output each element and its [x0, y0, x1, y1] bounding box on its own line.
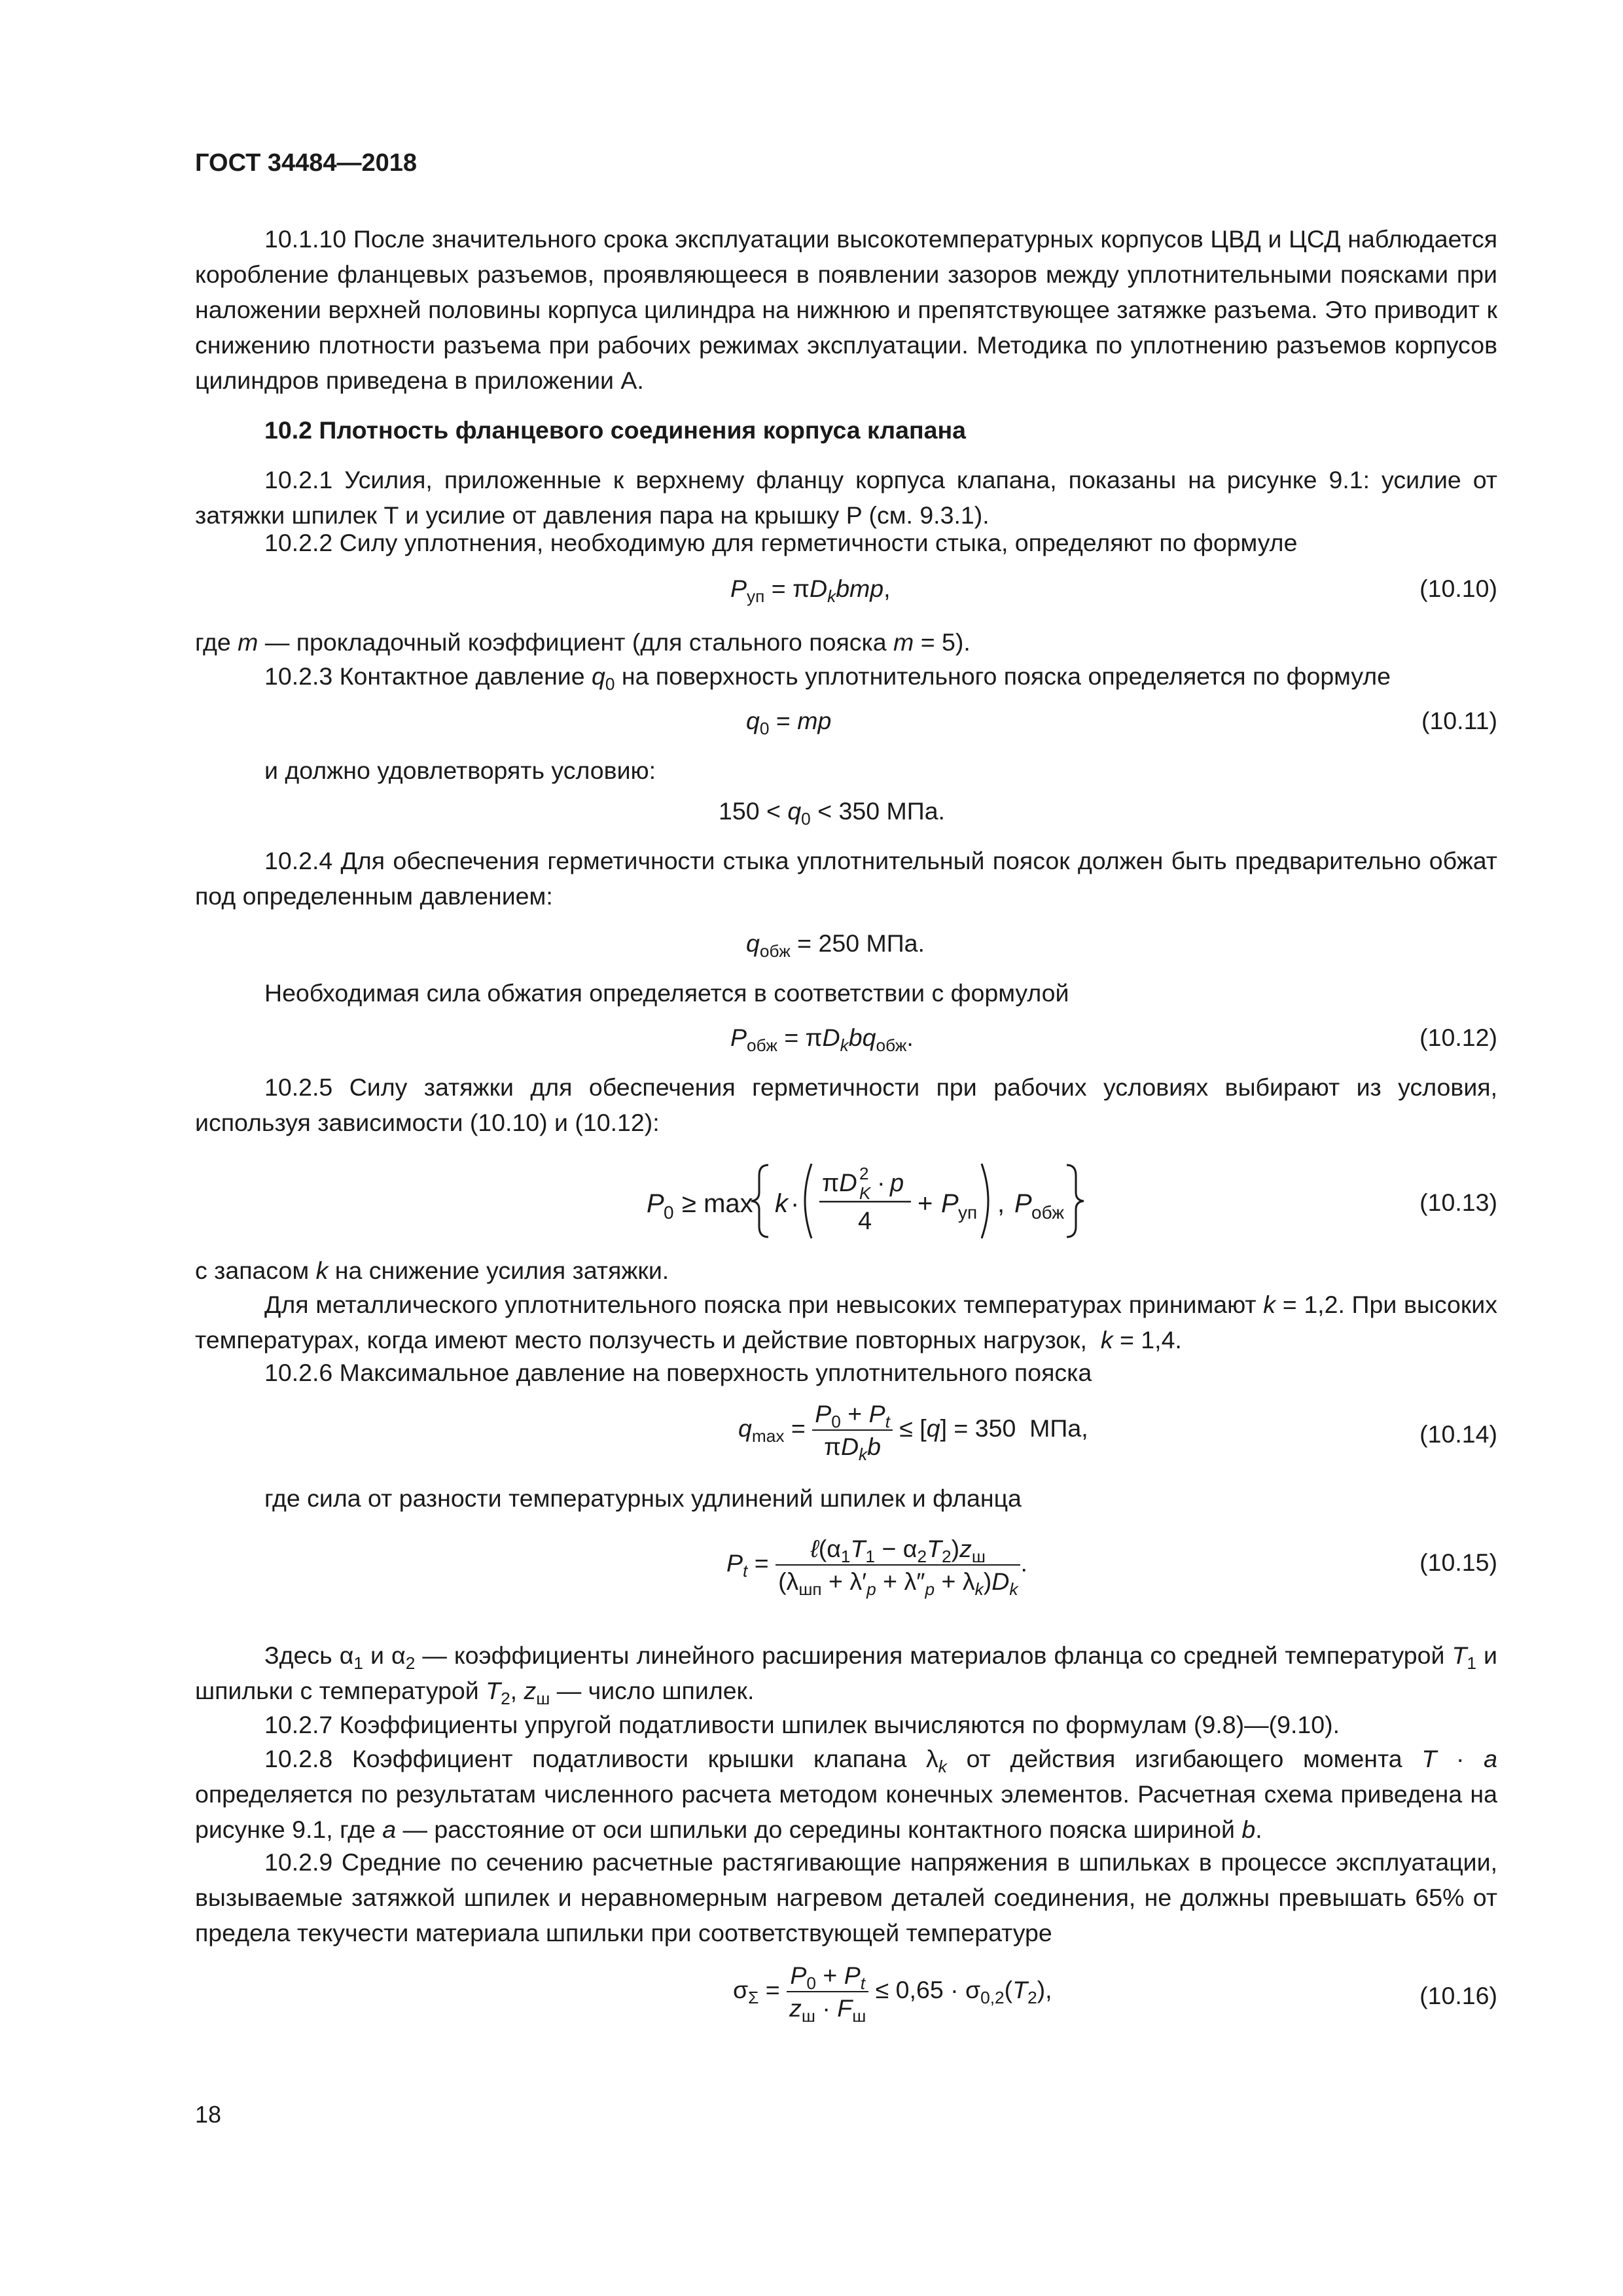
svg-text:4: 4 — [858, 1208, 872, 1235]
svg-text:,: , — [997, 1189, 1005, 1218]
paragraph-10-2-3: 10.2.3 Контактное давление $q_0$ на поверхность уплотнительного пояска определяется по формуле — [264, 662, 1391, 694]
equation-number: (10.14) — [1419, 1420, 1497, 1448]
formula-10-10 — [195, 569, 1497, 615]
paragraph-metal-belt — [195, 1287, 1497, 1357]
formula-10-12 — [195, 1018, 1497, 1064]
svg-text:≥ max: ≥ max — [682, 1189, 753, 1218]
formula-body: $q_{обж} = 250$ МПа. — [746, 929, 925, 961]
section-heading-10-2: 10.2 Плотность фланцевого соединения корпуса клапана — [264, 416, 966, 444]
paragraph-text: 10.2.5 Силу затяжки для обеспечения герметичности при рабочих условиях выбирают из условия, используя зависимости (10.10) и (10.12): — [195, 1073, 1497, 1136]
svg-text:P: P — [941, 1189, 959, 1218]
equation-number: (10.11) — [1421, 707, 1497, 734]
paragraph-where-force: где сила от разности температурных удлинений шпилек и фланца — [264, 1484, 1022, 1512]
paragraph-force: Необходимая сила обжатия определяется в соответствии с формулой — [264, 979, 1069, 1007]
paragraph-10-2-9 — [195, 1844, 1497, 1950]
document-header: ГОСТ 34484—2018 — [195, 149, 418, 177]
svg-text:πD: πD — [822, 1170, 857, 1197]
paragraph-text: 10.1.10 После значительного срока эксплуатации высокотемпературных корпусов ЦВД и ЦСД наблюдается коробление фланцевых разъемов, проявляющееся в появлении зазоров между уплотнительными поясками при наложении верхней половины корпуса цилиндра на нижнюю и препятствующее затяжке разъема. Это приводит к снижению плотности разъема при рабочих режимах эксплуатации. Методика по уплотнению разъемов корпусов цилиндров приведена в приложении А. — [195, 225, 1497, 394]
formula-10-15 — [195, 1525, 1497, 1623]
paragraph-10-2-4 — [195, 843, 1497, 914]
paragraph-10-2-1 — [195, 462, 1497, 533]
formula-q-obzh — [195, 924, 1497, 970]
formula-10-13 — [195, 1152, 1497, 1250]
equation-number: (10.15) — [1419, 1549, 1497, 1576]
svg-text:p: p — [890, 1170, 904, 1197]
formula-body: $P_{обж} = \pi D_kbq_{обж}$. — [730, 1024, 914, 1055]
paragraph-10-2-2: 10.2.2 Силу уплотнения, необходимую для герметичности стыка, определяют по формуле — [264, 529, 1298, 556]
paragraph-condition: и должно удовлетворять условию: — [264, 757, 656, 784]
page-number: 18 — [195, 2101, 222, 2128]
svg-text:P: P — [1014, 1189, 1032, 1218]
equation-number: (10.16) — [1419, 1982, 1497, 2009]
paragraph-here — [195, 1638, 1497, 1708]
formula-body: $q_{max}$ = $\frac{P_0 + P_t}{\pi D_kb}$ ≤ [q] = 350 МПа, — [738, 1398, 1088, 1462]
svg-text:обж: обж — [1031, 1202, 1065, 1223]
svg-text:2: 2 — [859, 1164, 869, 1183]
fraction: $\frac{P_0 + P_t}{\pi D_kb}$ — [812, 1398, 893, 1462]
formula-body: $\sigma_\Sigma$ = $\frac{P_0 + P_t}{z_ш \cdot F_ш}$ ≤ $0,65 \cdot \sigma_{0,2}(T_2)$, — [733, 1960, 1052, 2024]
equation-number: (10.10) — [1419, 575, 1497, 602]
svg-text:·: · — [877, 1170, 885, 1197]
equation-number: (10.13) — [1419, 1189, 1497, 1216]
formula-10-11 — [195, 702, 1497, 747]
svg-text:K: K — [859, 1183, 871, 1203]
fraction: $\frac{\ell(\alpha_1T_1 - \alpha_2T_2)z_ш}{(\lambda_{шп} + \lambda'_p + \lambda''_p + \lambda_k)D_k}$ — [776, 1533, 1020, 1597]
fraction: $\frac{P_0 + P_t}{z_ш \cdot F_ш}$ — [787, 1960, 868, 2024]
svg-text:P: P — [647, 1189, 664, 1218]
paragraph-10-2-6: 10.2.6 Максимальное давление на поверхность уплотнительного пояска — [264, 1359, 1092, 1386]
formula-body: $150 < q_0 < 350$ МПа. — [719, 797, 945, 829]
formula-body: $q_0$ = mp — [746, 707, 832, 738]
paragraph-text: 10.2.4 Для обеспечения герметичности стыка уплотнительный поясок должен быть предварительно обжат под определенным давлением: — [195, 847, 1497, 910]
equation-number: (10.12) — [1419, 1024, 1497, 1051]
paragraph-10-2-5 — [195, 1069, 1497, 1140]
paragraph-text: 10.2.8 Коэффициент податливости крышки клапана $\lambda_k$ от действия изгибающего момента T · a определяется по результатам численного расчета методом конечных элементов. Расчетная схема приведена на рисунке 9.1, где a — расстояние от оси шпильки до середины контактного пояска шириной b. — [195, 1745, 1497, 1843]
svg-text:k: k — [775, 1189, 788, 1218]
formula-10-16 — [195, 1957, 1497, 2036]
svg-text:+: + — [918, 1189, 933, 1218]
paragraph-10-1-10 — [195, 221, 1497, 398]
svg-text:уп: уп — [958, 1202, 978, 1223]
paragraph-text: 10.2.1 Усилия, приложенные к верхнему фланцу корпуса клапана, показаны на рисунке 9.1: усилие от затяжки шпилек T и усилие от давления пара на крышку P (см. 9.3.1). — [195, 466, 1497, 529]
paragraph-text: Здесь $\alpha_1$ и $\alpha_2$ — коэффициенты линейного расширения материалов фланца со средней температурой $T_1$ и шпильки с температурой $T_2$, $z_ш$ — число шпилек. — [195, 1641, 1497, 1708]
paragraph-10-2-8 — [195, 1741, 1497, 1847]
formula-condition — [195, 792, 1497, 838]
paragraph-text: Для металлического уплотнительного пояска при невысоких температурах принимают k = 1,2. При высоких температурах, когда имеют место ползучесть и действие повторных нагрузок, k = 1,4. — [195, 1291, 1497, 1354]
formula-10-14 — [195, 1395, 1497, 1474]
paragraph-text: 10.2.9 Средние по сечению расчетные растягивающие напряжения в шпильках в процессе эксплуатации, вызываемые затяжкой шпилек и неравномерным нагревом деталей соединения, не должны превышать 65% от предела текучести материала шпильки при соответствующей температуре — [195, 1848, 1497, 1946]
formula-body: $P_t$ = $\frac{\ell(\alpha_1T_1 - \alpha_2T_2)z_ш}{(\lambda_{шп} + \lambda'_p + \lambda''_p + \lambda_k)D_k}$ . — [726, 1533, 1027, 1597]
svg-text:·: · — [791, 1189, 800, 1218]
svg-text:0: 0 — [664, 1202, 674, 1223]
paragraph-k-reserve: с запасом k на снижение усилия затяжки. — [195, 1257, 669, 1284]
paragraph-m-coefficient: где m — прокладочный коэффициент (для стального пояска m = 5). — [195, 628, 971, 656]
formula-body: $P_{уп} = \pi D_kbmp$, — [730, 575, 891, 606]
paragraph-10-2-7: 10.2.7 Коэффициенты упругой податливости шпилек вычисляются по формулам (9.8)—(9.10). — [264, 1711, 1340, 1738]
formula-body — [647, 1152, 1288, 1250]
